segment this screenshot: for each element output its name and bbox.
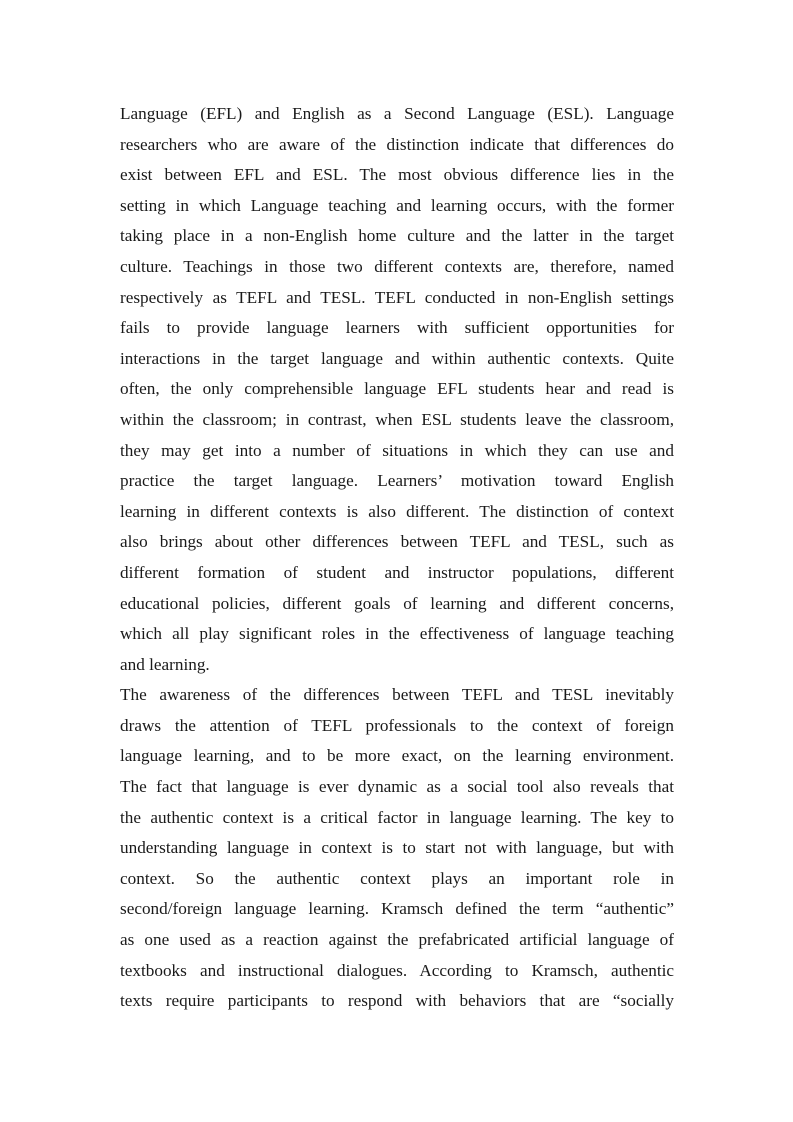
text-line: context. So the authentic context plays an important role in xyxy=(120,868,674,888)
paragraph-2 xyxy=(120,680,674,1017)
text-line: respectively as TEFL and TESL. TEFL conducted in non-English settings xyxy=(120,287,674,307)
text-line: also brings about other differences between TEFL and TESL, such as xyxy=(120,532,674,552)
text-line: draws the attention of TEFL professionals to the context of foreign xyxy=(120,715,674,735)
text-line: often, the only comprehensible language EFL students hear and read is xyxy=(120,379,674,399)
text-line: textbooks and instructional dialogues. According to Kramsch, authentic xyxy=(120,960,674,980)
document-page xyxy=(120,99,674,1017)
text-line: learning in different contexts is also different. The distinction of context xyxy=(120,501,674,521)
text-line: second/foreign language learning. Kramsch defined the term “authentic” xyxy=(120,899,674,919)
text-line-last: and learning. xyxy=(120,654,210,674)
text-line: fails to provide language learners with sufficient opportunities for xyxy=(120,318,674,338)
text-line: interactions in the target language and within authentic contexts. Quite xyxy=(120,348,674,368)
text-line: educational policies, different goals of learning and different concerns, xyxy=(120,593,674,613)
text-line: Language (EFL) and English as a Second Language (ESL). Language xyxy=(120,104,674,123)
text-line: within the classroom; in contrast, when ESL students leave the classroom, xyxy=(120,409,674,429)
text-line: culture. Teachings in those two different contexts are, therefore, named xyxy=(120,256,674,276)
text-line: practice the target language. Learners’ motivation toward English xyxy=(120,471,674,491)
text-line: The fact that language is ever dynamic as a social tool also reveals that xyxy=(120,777,674,797)
text-line: understanding language in context is to start not with language, but with xyxy=(120,838,674,858)
text-line: taking place in a non-English home culture and the latter in the target xyxy=(120,226,674,246)
text-line: The awareness of the differences between TEFL and TESL inevitably xyxy=(120,685,674,705)
text-line: they may get into a number of situations in which they can use and xyxy=(120,440,674,460)
text-line: researchers who are aware of the distinction indicate that differences do xyxy=(120,134,674,154)
paragraph-1 xyxy=(120,99,674,680)
text-line: as one used as a reaction against the prefabricated artificial language of xyxy=(120,930,674,950)
text-line: texts require participants to respond with behaviors that are “socially xyxy=(120,991,674,1011)
text-line: setting in which Language teaching and learning occurs, with the former xyxy=(120,195,674,215)
text-line: which all play significant roles in the effectiveness of language teaching xyxy=(120,624,674,644)
text-line: the authentic context is a critical factor in language learning. The key to xyxy=(120,807,674,827)
text-line: language learning, and to be more exact, on the learning environment. xyxy=(120,746,674,766)
text-line: different formation of student and instructor populations, different xyxy=(120,562,674,582)
text-line: exist between EFL and ESL. The most obvious difference lies in the xyxy=(120,165,674,185)
